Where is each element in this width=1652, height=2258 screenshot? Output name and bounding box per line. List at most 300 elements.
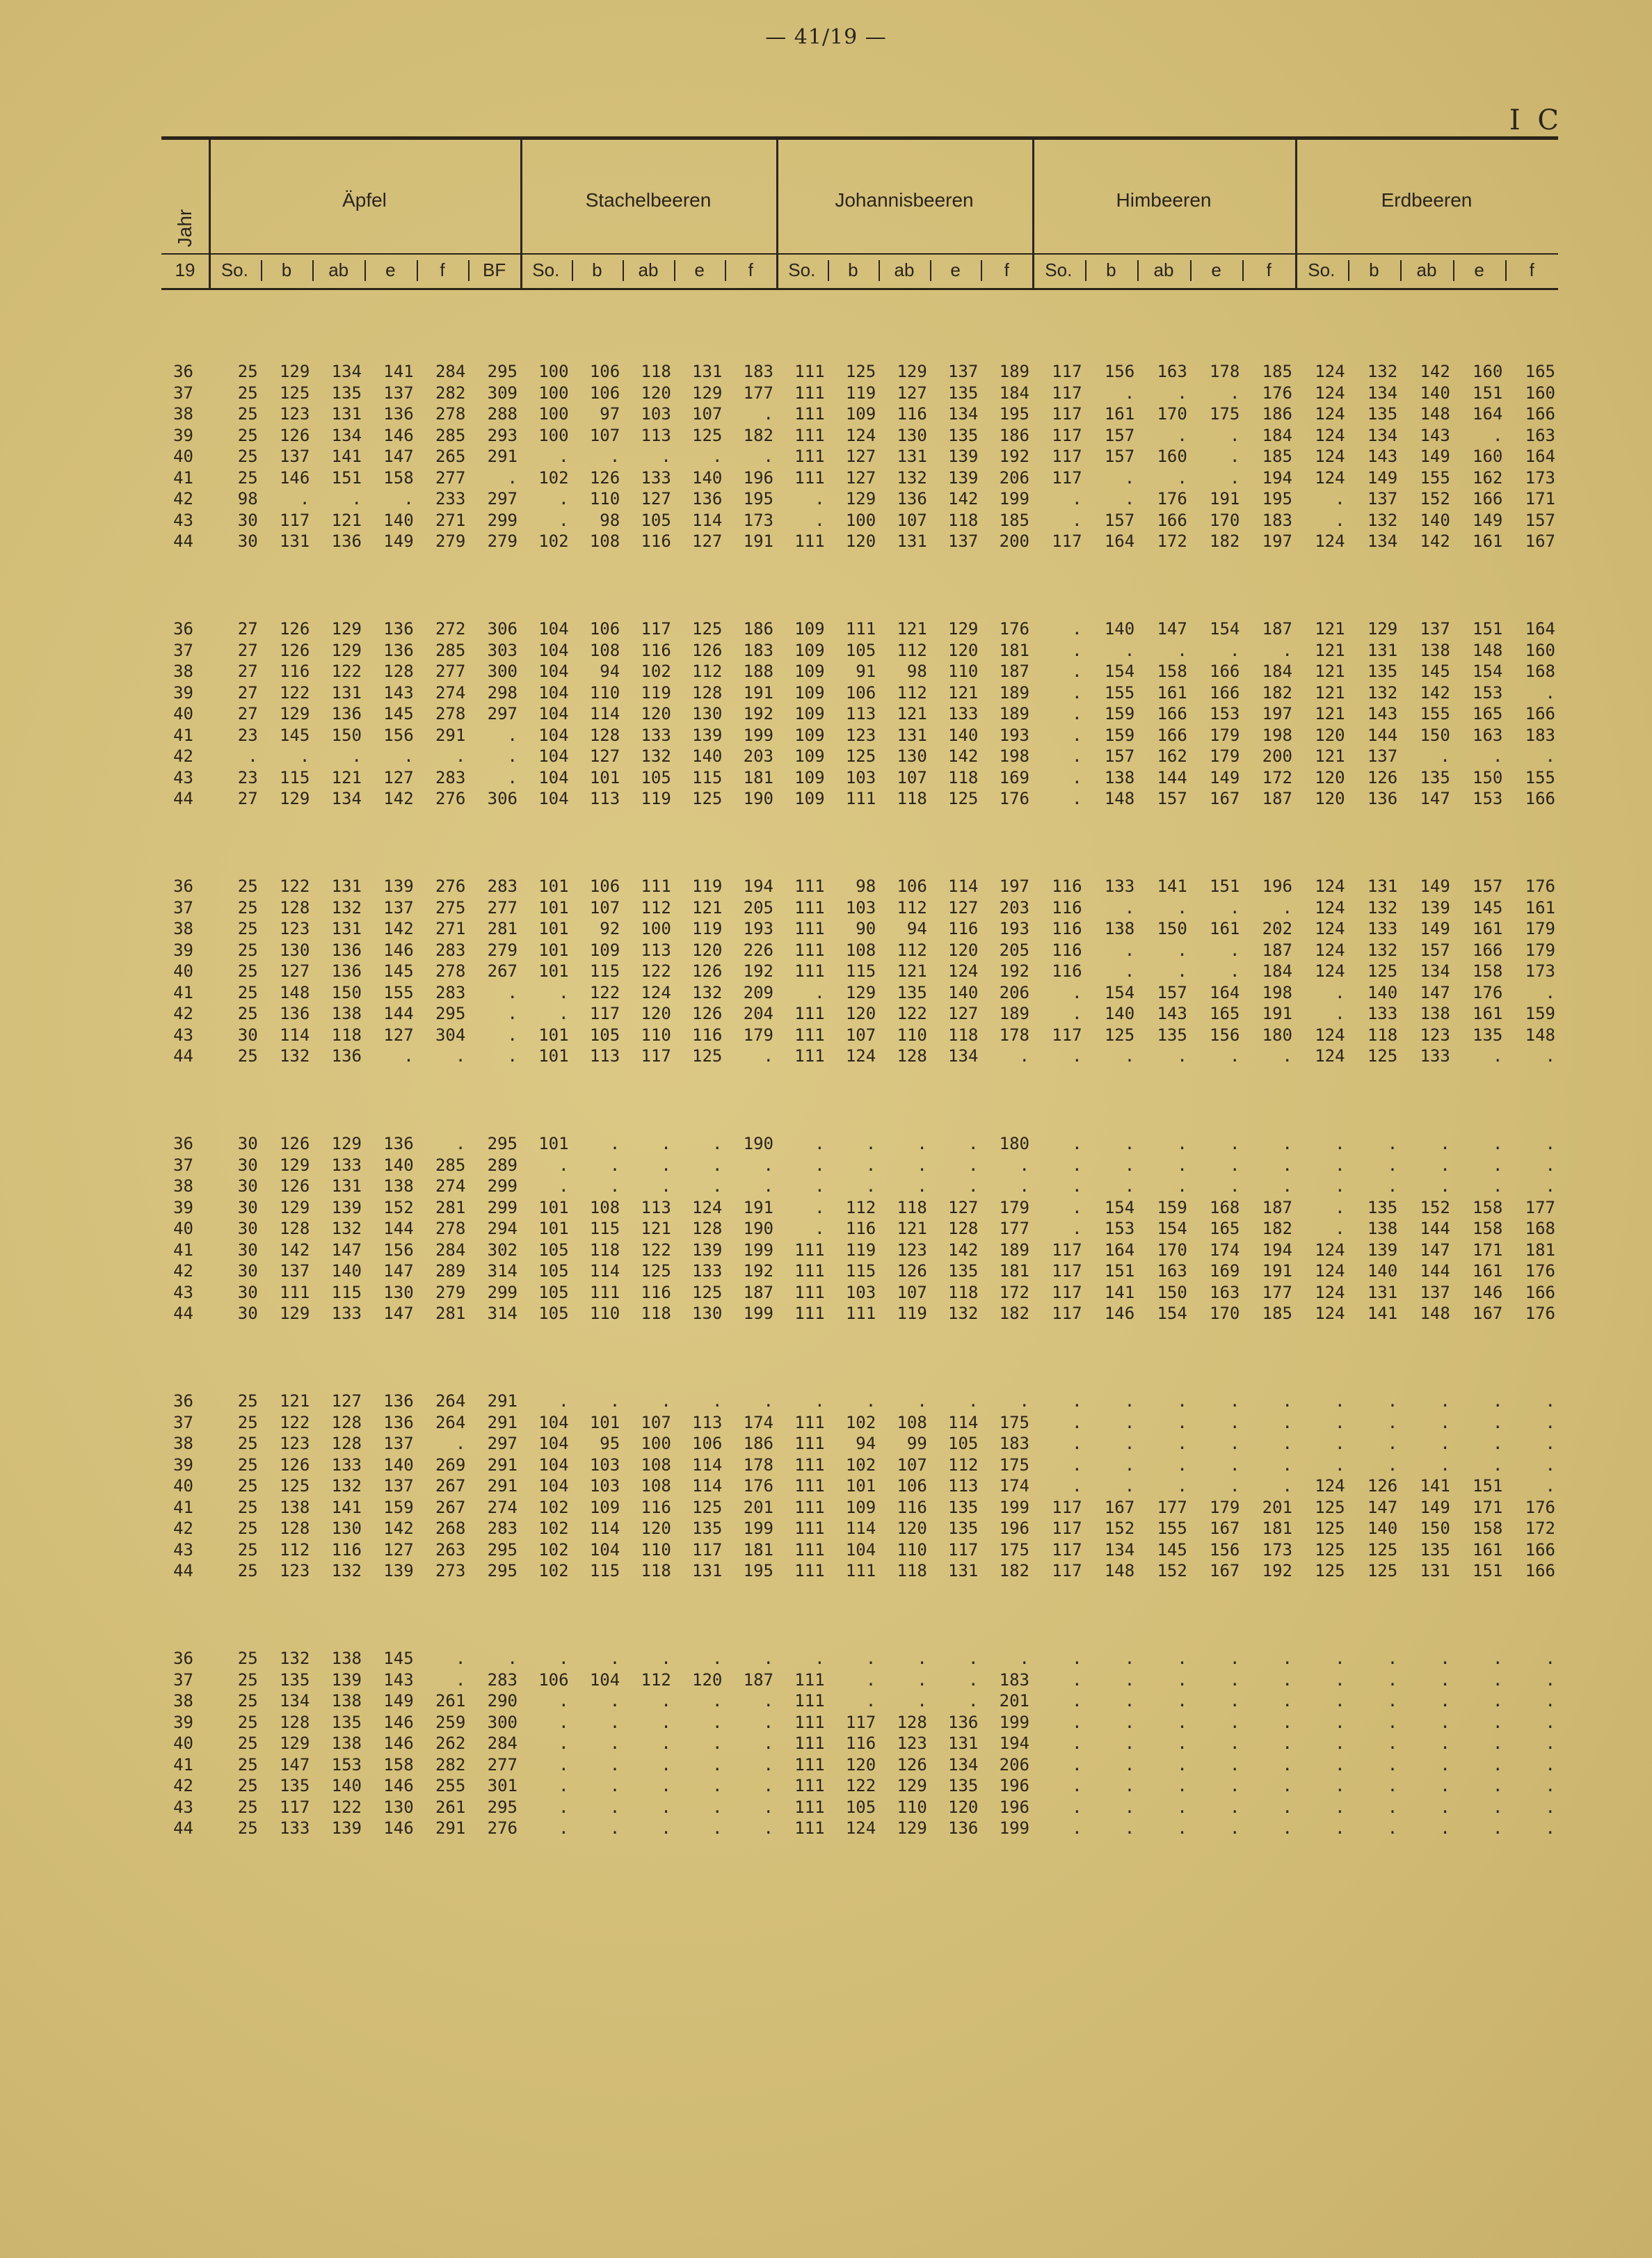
- value-cell: 128: [589, 725, 620, 745]
- value-cell: 117: [1052, 1561, 1082, 1580]
- value-cell: 120: [641, 1519, 671, 1538]
- value-cell: 100: [538, 425, 569, 445]
- column-header: So.: [220, 259, 248, 280]
- value-cell: .: [559, 510, 569, 530]
- value-cell: .: [1177, 1476, 1187, 1496]
- value-cell: 111: [794, 1304, 825, 1323]
- value-cell: 98: [237, 489, 258, 509]
- value-cell: 121: [1315, 682, 1345, 703]
- value-cell: .: [1492, 1818, 1503, 1838]
- table-row: [161, 726, 1558, 745]
- value-cell: 118: [897, 789, 927, 808]
- value-cell: .: [1387, 1434, 1398, 1453]
- value-cell: 164: [1104, 1240, 1135, 1260]
- data-table: [161, 362, 1558, 1864]
- value-cell: 123: [897, 1240, 927, 1260]
- value-cell: 124: [1315, 876, 1345, 896]
- value-cell: .: [1177, 1391, 1187, 1411]
- value-cell: 201: [999, 1691, 1029, 1711]
- value-cell: .: [559, 1712, 569, 1732]
- value-cell: 116: [1052, 961, 1082, 981]
- value-cell: .: [661, 447, 671, 466]
- value-cell: .: [1072, 619, 1082, 639]
- value-cell: 120: [641, 1004, 671, 1023]
- value-cell: 143: [1420, 425, 1450, 445]
- value-cell: 185: [1262, 1304, 1292, 1323]
- value-cell: 123: [845, 725, 876, 745]
- value-cell: 201: [743, 1497, 773, 1517]
- value-cell: 162: [1157, 746, 1187, 766]
- value-cell: .: [299, 489, 310, 509]
- value-cell: 205: [999, 940, 1029, 960]
- value-cell: 91: [856, 662, 876, 681]
- value-cell: 134: [331, 789, 362, 808]
- value-cell: 148: [1104, 789, 1135, 808]
- value-cell: .: [815, 1219, 825, 1238]
- value-cell: .: [712, 1391, 723, 1411]
- value-cell: 166: [1525, 1539, 1555, 1560]
- value-cell: 135: [279, 1670, 310, 1690]
- value-cell: 233: [435, 489, 466, 509]
- value-cell: 166: [1473, 489, 1503, 509]
- value-cell: 27: [237, 662, 258, 681]
- value-cell: 25: [237, 425, 258, 445]
- value-cell: 300: [487, 1712, 518, 1732]
- value-cell: 117: [1052, 404, 1082, 424]
- value-cell: 199: [999, 1818, 1029, 1838]
- value-cell: .: [815, 1391, 825, 1411]
- value-cell: 157: [1104, 510, 1135, 530]
- value-cell: 259: [435, 1712, 466, 1732]
- value-cell: 176: [1525, 1261, 1555, 1281]
- value-cell: 128: [897, 1046, 927, 1066]
- value-cell: 133: [331, 1455, 362, 1475]
- value-cell: 25: [237, 1754, 258, 1775]
- value-cell: 25: [237, 1733, 258, 1753]
- value-cell: 150: [331, 982, 362, 1002]
- value-cell: 125: [845, 746, 876, 766]
- value-cell: 291: [435, 725, 466, 745]
- year-cell: 40: [173, 961, 193, 981]
- value-cell: .: [1282, 1176, 1292, 1196]
- value-cell: 161: [1525, 897, 1555, 918]
- value-cell: .: [968, 1670, 979, 1690]
- value-cell: 146: [383, 1776, 414, 1795]
- value-cell: 145: [1473, 897, 1503, 918]
- value-cell: 144: [1420, 1261, 1450, 1281]
- value-cell: 143: [383, 1670, 414, 1690]
- value-cell: 164: [1210, 982, 1240, 1002]
- value-cell: 127: [845, 467, 876, 488]
- value-cell: 164: [1525, 619, 1555, 639]
- value-cell: 147: [1157, 619, 1187, 639]
- value-cell: 133: [1420, 1046, 1450, 1066]
- value-cell: .: [559, 1155, 569, 1175]
- value-cell: 111: [794, 1282, 825, 1302]
- value-cell: .: [865, 1134, 876, 1153]
- value-cell: 136: [383, 404, 414, 424]
- value-cell: .: [1545, 1670, 1555, 1690]
- value-cell: 117: [948, 1539, 979, 1560]
- value-cell: .: [455, 1134, 466, 1153]
- value-cell: 126: [279, 619, 310, 639]
- value-cell: 180: [1262, 1025, 1292, 1045]
- value-cell: 116: [279, 662, 310, 681]
- value-cell: 117: [1052, 1497, 1082, 1517]
- value-cell: 127: [692, 531, 723, 551]
- value-cell: 194: [1262, 1240, 1292, 1260]
- column-divider: [1190, 260, 1192, 281]
- value-cell: 121: [279, 1391, 310, 1411]
- value-cell: 128: [331, 1412, 362, 1432]
- value-cell: 104: [845, 1539, 876, 1560]
- value-cell: .: [1440, 1455, 1450, 1475]
- value-cell: .: [1440, 1733, 1450, 1753]
- value-cell: .: [1072, 789, 1082, 808]
- value-cell: .: [712, 1134, 723, 1153]
- value-cell: 153: [1473, 789, 1503, 808]
- value-cell: 123: [279, 404, 310, 424]
- value-cell: .: [1072, 1134, 1082, 1153]
- value-cell: .: [1229, 467, 1240, 488]
- value-cell: 112: [279, 1539, 310, 1560]
- value-cell: 25: [237, 1412, 258, 1432]
- value-cell: 199: [743, 1304, 773, 1323]
- value-cell: 182: [999, 1561, 1029, 1580]
- value-cell: 199: [999, 489, 1029, 509]
- value-cell: 144: [1420, 1219, 1450, 1238]
- value-cell: .: [1177, 1155, 1187, 1175]
- value-cell: 128: [692, 1219, 723, 1238]
- value-cell: 160: [1157, 447, 1187, 466]
- value-cell: 117: [1052, 425, 1082, 445]
- value-cell: 110: [641, 1539, 671, 1560]
- value-cell: .: [1229, 1046, 1240, 1066]
- value-cell: 129: [331, 619, 362, 639]
- value-cell: 129: [279, 362, 310, 381]
- value-cell: 138: [1104, 919, 1135, 938]
- value-cell: 283: [487, 876, 518, 896]
- value-cell: 148: [1525, 1025, 1555, 1045]
- value-cell: 109: [794, 725, 825, 745]
- group-title-stachelbeeren: Stachelbeeren: [585, 189, 712, 211]
- value-cell: 122: [279, 1412, 310, 1432]
- value-cell: 134: [331, 362, 362, 381]
- value-cell: .: [1335, 1649, 1345, 1668]
- value-cell: 147: [383, 1304, 414, 1323]
- value-cell: 115: [589, 1219, 620, 1238]
- value-cell: 105: [538, 1240, 569, 1260]
- value-cell: 140: [948, 982, 979, 1002]
- value-cell: 295: [435, 1004, 466, 1023]
- value-cell: .: [865, 1649, 876, 1668]
- value-cell: .: [1072, 1670, 1082, 1690]
- value-cell: 111: [794, 1240, 825, 1260]
- value-cell: 129: [279, 1197, 310, 1217]
- value-cell: 157: [1420, 940, 1450, 960]
- value-cell: .: [763, 1797, 773, 1817]
- century-label: 19: [175, 259, 195, 280]
- value-cell: .: [1229, 1134, 1240, 1153]
- value-cell: .: [712, 447, 723, 466]
- value-cell: 116: [897, 1497, 927, 1517]
- value-cell: 103: [641, 404, 671, 424]
- value-cell: 128: [331, 1434, 362, 1453]
- value-cell: 191: [743, 531, 773, 551]
- column-header: e: [950, 259, 961, 280]
- value-cell: 152: [1157, 1561, 1187, 1580]
- value-cell: 145: [383, 704, 414, 723]
- value-cell: 174: [999, 1476, 1029, 1496]
- value-cell: 138: [383, 1176, 414, 1196]
- value-cell: 133: [331, 1155, 362, 1175]
- column-divider: [879, 260, 880, 281]
- value-cell: 146: [1104, 1304, 1135, 1323]
- value-cell: 153: [1210, 704, 1240, 723]
- value-cell: 184: [1262, 961, 1292, 981]
- value-cell: .: [1335, 489, 1345, 509]
- value-cell: 131: [948, 1733, 979, 1753]
- value-cell: 167: [1525, 531, 1555, 551]
- value-cell: 141: [1157, 876, 1187, 896]
- value-cell: 166: [1525, 704, 1555, 723]
- value-cell: 295: [487, 362, 518, 381]
- value-cell: 283: [487, 1670, 518, 1690]
- value-cell: 111: [589, 1282, 620, 1302]
- value-cell: 111: [794, 383, 825, 403]
- value-cell: 101: [538, 897, 569, 918]
- value-cell: .: [1229, 1412, 1240, 1432]
- value-cell: .: [917, 1155, 927, 1175]
- year-cell: 42: [173, 746, 193, 766]
- value-cell: 117: [692, 1539, 723, 1560]
- value-cell: 125: [1315, 1539, 1345, 1560]
- value-cell: 133: [1367, 1004, 1398, 1023]
- value-cell: 143: [1367, 704, 1398, 723]
- value-cell: .: [1072, 725, 1082, 745]
- value-cell: 137: [1367, 489, 1398, 509]
- value-cell: .: [1229, 961, 1240, 981]
- value-cell: 262: [435, 1733, 466, 1753]
- value-cell: 289: [487, 1155, 518, 1175]
- table-row: [161, 1713, 1558, 1732]
- value-cell: .: [815, 1134, 825, 1153]
- value-cell: 144: [383, 1219, 414, 1238]
- value-cell: 186: [1262, 404, 1292, 424]
- value-cell: .: [1440, 1712, 1450, 1732]
- value-cell: .: [1282, 1670, 1292, 1690]
- value-cell: .: [661, 1691, 671, 1711]
- value-cell: 128: [897, 1712, 927, 1732]
- column-header: e: [1211, 259, 1221, 280]
- value-cell: 141: [383, 362, 414, 381]
- table-row: [161, 1498, 1558, 1517]
- value-cell: 132: [279, 1046, 310, 1066]
- value-cell: 111: [794, 1497, 825, 1517]
- value-cell: .: [1124, 467, 1135, 488]
- value-cell: 124: [1315, 1261, 1345, 1281]
- value-cell: .: [865, 1391, 876, 1411]
- value-cell: 103: [845, 897, 876, 918]
- value-cell: 125: [1367, 961, 1398, 981]
- value-cell: 113: [589, 789, 620, 808]
- value-cell: 137: [279, 447, 310, 466]
- value-cell: .: [1492, 1046, 1503, 1066]
- value-cell: 114: [948, 1412, 979, 1432]
- value-cell: 99: [906, 1434, 927, 1453]
- value-cell: .: [1019, 1176, 1029, 1196]
- value-cell: 149: [1473, 510, 1503, 530]
- group-title-johannisbeeren: Johannisbeeren: [835, 189, 974, 211]
- value-cell: 135: [1473, 1025, 1503, 1045]
- value-cell: 111: [794, 940, 825, 960]
- column-header: ab: [638, 259, 659, 280]
- value-cell: 30: [237, 1219, 258, 1238]
- value-cell: 149: [383, 531, 414, 551]
- value-cell: 126: [692, 640, 723, 660]
- value-cell: 166: [1473, 940, 1503, 960]
- table-row: [161, 876, 1558, 896]
- value-cell: 116: [641, 1497, 671, 1517]
- value-cell: 166: [1525, 404, 1555, 424]
- value-cell: 196: [999, 1776, 1029, 1795]
- value-cell: 187: [999, 662, 1029, 681]
- value-cell: 117: [1052, 1304, 1082, 1323]
- value-cell: 163: [1473, 725, 1503, 745]
- value-cell: 122: [897, 1004, 927, 1023]
- value-cell: 281: [435, 1304, 466, 1323]
- table-row: [161, 641, 1558, 660]
- column-header: b: [848, 259, 858, 280]
- value-cell: .: [712, 1155, 723, 1175]
- year-cell: 42: [173, 1776, 193, 1795]
- value-cell: 114: [589, 1261, 620, 1281]
- value-cell: .: [1177, 467, 1187, 488]
- value-cell: 102: [845, 1412, 876, 1432]
- value-cell: 150: [1420, 725, 1450, 745]
- value-cell: 131: [331, 1176, 362, 1196]
- value-cell: 25: [237, 919, 258, 938]
- value-cell: 135: [948, 383, 979, 403]
- value-cell: .: [1072, 704, 1082, 723]
- value-cell: .: [1072, 1818, 1082, 1838]
- value-cell: 191: [1210, 489, 1240, 509]
- value-cell: 122: [641, 961, 671, 981]
- value-cell: 174: [1210, 1240, 1240, 1260]
- value-cell: 142: [1420, 682, 1450, 703]
- value-cell: 108: [897, 1412, 927, 1432]
- value-cell: 164: [1473, 404, 1503, 424]
- value-cell: 120: [845, 531, 876, 551]
- value-cell: 284: [487, 1733, 518, 1753]
- value-cell: 132: [948, 1304, 979, 1323]
- value-cell: 111: [794, 1025, 825, 1045]
- value-cell: 105: [948, 1434, 979, 1453]
- table-row: [161, 961, 1558, 981]
- value-cell: 133: [279, 1818, 310, 1838]
- value-cell: 30: [237, 531, 258, 551]
- value-cell: 106: [897, 1476, 927, 1496]
- table-row: [161, 789, 1558, 808]
- value-cell: .: [1229, 1797, 1240, 1817]
- value-cell: 139: [331, 1197, 362, 1217]
- table-row: [161, 1283, 1558, 1302]
- value-cell: 100: [845, 510, 876, 530]
- value-cell: .: [609, 447, 620, 466]
- value-cell: .: [1545, 982, 1555, 1002]
- value-cell: 125: [279, 1476, 310, 1496]
- value-cell: .: [1545, 1797, 1555, 1817]
- value-cell: .: [1124, 940, 1135, 960]
- value-cell: .: [559, 1691, 569, 1711]
- value-cell: 175: [999, 1539, 1029, 1560]
- value-cell: 139: [383, 876, 414, 896]
- value-cell: .: [763, 1649, 773, 1668]
- value-cell: 139: [383, 1561, 414, 1580]
- value-cell: 278: [435, 961, 466, 981]
- value-cell: .: [1335, 1691, 1345, 1711]
- value-cell: 117: [1052, 467, 1082, 488]
- value-cell: .: [815, 1155, 825, 1175]
- value-cell: .: [1440, 1412, 1450, 1432]
- value-cell: 172: [1525, 1519, 1555, 1538]
- value-cell: 104: [538, 1434, 569, 1453]
- value-cell: .: [815, 489, 825, 509]
- year-cell: 40: [173, 1733, 193, 1753]
- value-cell: 149: [1367, 467, 1398, 488]
- column-header: ab: [1153, 259, 1174, 280]
- column-divider: [623, 260, 624, 281]
- value-cell: .: [1177, 961, 1187, 981]
- value-cell: 30: [237, 1240, 258, 1260]
- value-cell: 104: [538, 704, 569, 723]
- value-cell: .: [661, 1155, 671, 1175]
- value-cell: 148: [279, 982, 310, 1002]
- value-cell: .: [968, 1176, 979, 1196]
- year-cell: 39: [173, 1197, 193, 1217]
- value-cell: 136: [692, 489, 723, 509]
- value-cell: 276: [487, 1818, 518, 1838]
- value-cell: 131: [1367, 640, 1398, 660]
- value-cell: .: [968, 1391, 979, 1411]
- value-cell: 261: [435, 1691, 466, 1711]
- value-cell: 124: [692, 1197, 723, 1217]
- value-cell: 176: [1473, 982, 1503, 1002]
- value-cell: 121: [897, 961, 927, 981]
- value-cell: .: [351, 746, 362, 766]
- value-cell: .: [1545, 1712, 1555, 1732]
- value-cell: 123: [897, 1733, 927, 1753]
- value-cell: 111: [845, 789, 876, 808]
- value-cell: 110: [641, 1025, 671, 1045]
- value-cell: 110: [897, 1539, 927, 1560]
- value-cell: 138: [1420, 1004, 1450, 1023]
- year-cell: 40: [173, 1476, 193, 1496]
- value-cell: 135: [948, 1519, 979, 1538]
- value-cell: 176: [999, 619, 1029, 639]
- value-cell: .: [661, 1776, 671, 1795]
- value-cell: 200: [1262, 746, 1292, 766]
- value-cell: 130: [692, 704, 723, 723]
- value-cell: .: [661, 1134, 671, 1153]
- value-cell: 187: [1262, 1197, 1292, 1217]
- value-cell: 147: [279, 1754, 310, 1775]
- value-cell: 126: [279, 640, 310, 660]
- value-cell: 127: [383, 1025, 414, 1045]
- value-cell: 153: [1473, 682, 1503, 703]
- value-cell: .: [1545, 1476, 1555, 1496]
- value-cell: 139: [692, 1240, 723, 1260]
